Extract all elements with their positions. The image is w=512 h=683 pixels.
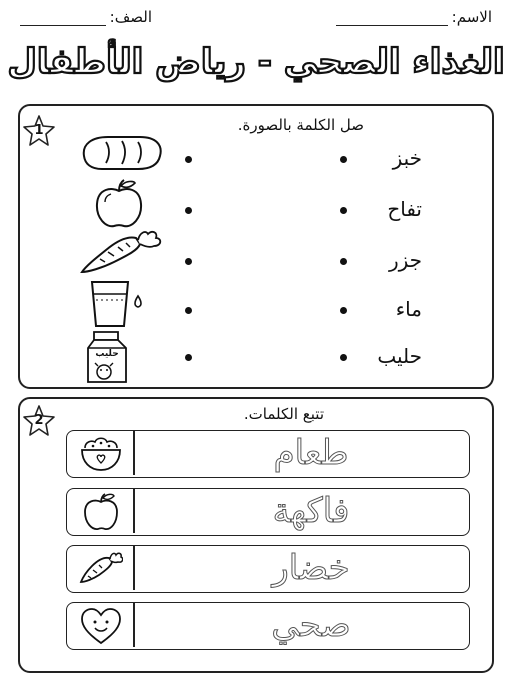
row-divider (133, 431, 135, 475)
trace-row (66, 488, 470, 536)
class-line[interactable] (20, 12, 106, 26)
carrot-icon (78, 228, 164, 278)
word-dot[interactable] (340, 156, 347, 163)
bread-icon (78, 132, 166, 174)
section-number: 1 (34, 123, 44, 138)
picture-dot[interactable] (185, 307, 192, 314)
carrot-icon (79, 549, 123, 589)
word-dot[interactable] (340, 307, 347, 314)
trace-word[interactable]: طعام (273, 433, 349, 473)
picture-dot[interactable] (185, 354, 192, 361)
row-divider (133, 489, 135, 533)
class-label: الصف: (109, 8, 152, 26)
name-line[interactable] (336, 12, 448, 26)
apple-icon (79, 492, 123, 532)
word-dot[interactable] (340, 207, 347, 214)
name-field[interactable] (336, 8, 492, 26)
trace-row (66, 602, 470, 650)
word-dot[interactable] (340, 258, 347, 265)
milk-carton (84, 328, 134, 384)
trace-word[interactable]: خضار (272, 548, 350, 588)
heart-icon (79, 606, 123, 646)
name-label: الاسم: (451, 8, 492, 26)
carton-label: حليب (95, 349, 119, 359)
section-number: 2 (34, 413, 44, 428)
trace-row (66, 430, 470, 478)
page-title: الغذاء الصحي - رياض الأطفال (7, 42, 505, 82)
word-dot[interactable] (340, 354, 347, 361)
match-word: تفاح (387, 197, 422, 221)
trace-word[interactable]: صحي (271, 605, 351, 645)
match-word: ماء (395, 297, 422, 321)
row-divider (133, 546, 135, 590)
trace-row (66, 545, 470, 593)
picture-dot[interactable] (185, 258, 192, 265)
water-glass-icon (84, 278, 148, 330)
match-word: جزر (388, 248, 422, 272)
picture-dot[interactable] (185, 207, 192, 214)
section-number-badge (22, 404, 56, 438)
apple-icon (90, 178, 148, 230)
class-field[interactable] (20, 8, 152, 26)
match-word: حليب (377, 344, 422, 368)
food-bowl-icon (79, 434, 123, 474)
tracing-instruction: تتبع الكلمات. (243, 405, 324, 423)
picture-dot[interactable] (185, 156, 192, 163)
match-word: خبز (392, 146, 422, 170)
section-number-badge (22, 114, 56, 148)
trace-word[interactable]: فاكهة (272, 491, 350, 531)
matching-instruction: صل الكلمة بالصورة. (237, 116, 364, 134)
row-divider (133, 603, 135, 647)
